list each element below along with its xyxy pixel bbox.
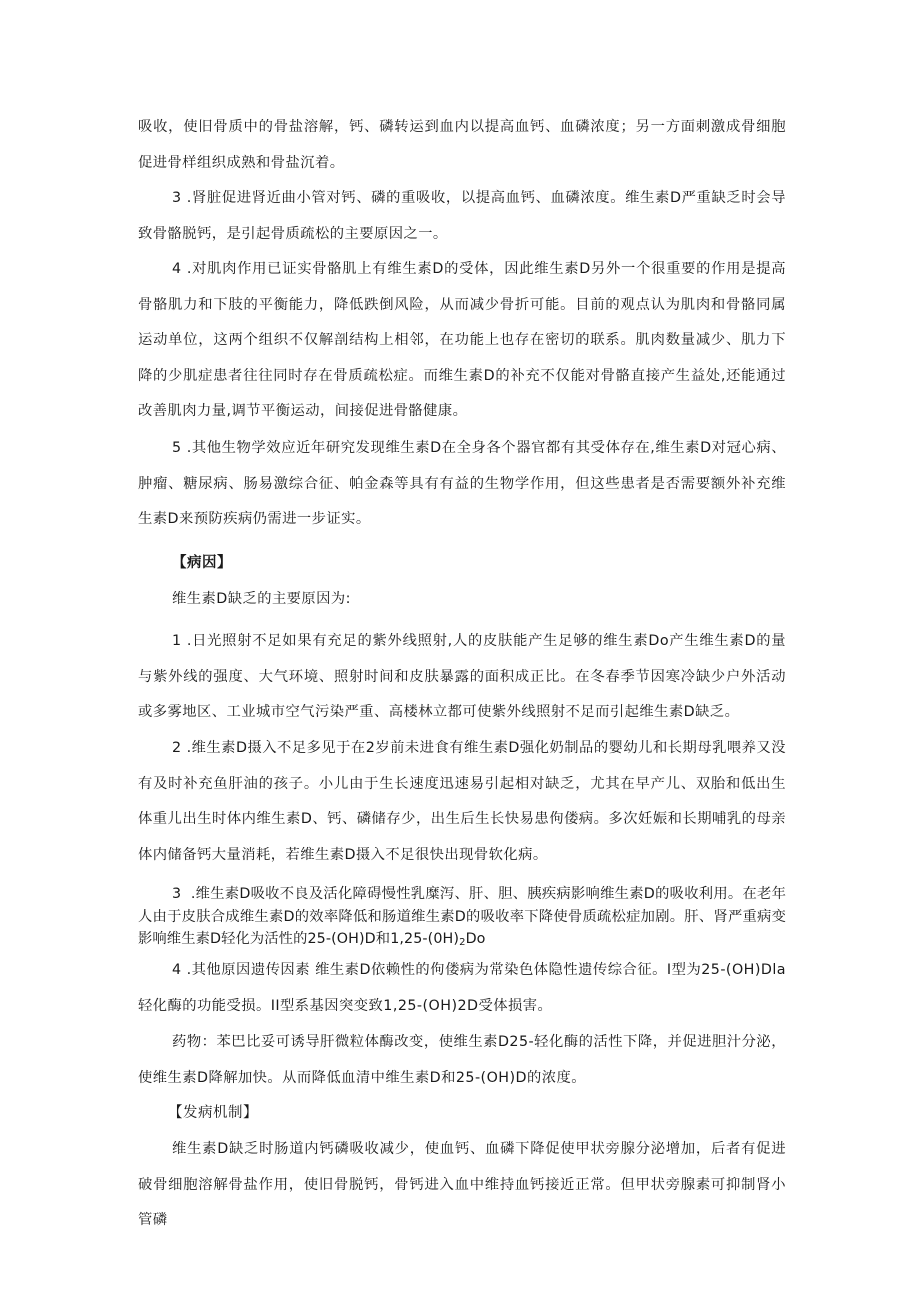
section-heading-etiology: 【病因】 — [172, 555, 232, 571]
paragraph-drugs: 药物：苯巴比妥可诱导肝微粒体酶改变，使维生素D25-轻化酶的活性下降，并促进胆汁分泌，使维生素D降解加快。从而降低血清中维生素D和25-(OH)D的浓度。 — [138, 1034, 786, 1086]
absorption-text: 3 .维生素D吸收不良及活化障碍慢性乳糜泻、肝、胆、胰疾病影响维生素D的吸收利用。在老年人由于皮肤合成维生素D的效率降低和肠道维生素D的吸收率下降使骨质疏松症加剧。肝、肾严重病变影响维生素D轻化为活性的25-(OH)D和1,25-(0H) — [138, 886, 786, 947]
paragraph-other-effects: 5 .其他生物学效应近年研究发现维生素D在全身各个器官都有其受体存在,维生素D对冠心病、肿瘤、糖尿病、肠易激综合征、帕金森等具有有益的生物学作用，但这些患者是否需要额外补充维生素D来预防疾病仍需进一步证实。 — [138, 440, 786, 527]
paragraph-pathogenesis: 维生素D缺乏时肠道内钙磷吸收减少，使血钙、血磷下降促使甲状旁腺分泌增加，后者有促进破骨细胞溶解骨盐作用，使旧骨脱钙，骨钙进入血中维持血钙接近正常。但甲状旁腺素可抑制肾小管磷 — [138, 1141, 786, 1228]
paragraph-kidney: 3 .肾脏促进肾近曲小管对钙、磷的重吸收，以提高血钙、血磷浓度。维生素D严重缺乏时会导致骨骼脱钙，是引起骨质疏松的主要原因之一。 — [138, 190, 786, 242]
paragraph-sunlight: 1 .日光照射不足如果有充足的紫外线照射,人的皮肤能产生足够的维生素Do产生维生素D的量与紫外线的强度、大气环境、照射时间和皮肤暴露的面积成正比。在冬春季节因寒冷缺少户外活动或多雾地区、工业城市空气污染严重、高楼林立都可使紫外线照射不足而引起维生素D缺乏。 — [138, 633, 786, 720]
paragraph-etiology-intro: 维生素D缺乏的主要原因为: — [172, 591, 351, 607]
absorption-subscript: 2 — [459, 937, 466, 948]
paragraph-genetics: 4 .其他原因遗传因素 维生素D依赖性的佝偻病为常染色体隐性遗传综合征。I型为25-(OH)Dla轻化酶的功能受损。II型系基因突变致1,25-(OH)2D受体损害。 — [138, 962, 786, 1014]
paragraph-muscle: 4 .对肌肉作用已证实骨骼肌上有维生素D的受体，因此维生素D另外一个很重要的作用是提高骨骼肌力和下肢的平衡能力，降低跌倒风险，从而减少骨折可能。目前的观点认为肌肉和骨骼同属运动单位，这两个组织不仅解剖结构上相邻，在功能上也存在密切的联系。肌肉数量减少、肌力下降的少肌症患者往往同时存在骨质疏松症。而维生素D的补充不仅能对骨骼直接产生益处,还能通过改善肌肉力量,调节平衡运动，间接促进骨骼健康。 — [138, 261, 786, 419]
section-heading-pathogenesis: 【发病机制】 — [168, 1105, 258, 1121]
paragraph-intake: 2 .维生素D摄入不足多见于在2岁前未进食有维生素D强化奶制品的婴幼儿和长期母乳喂养又没有及时补充鱼肝油的孩子。小儿由于生长速度迅速易引起相对缺乏，尤其在早产儿、双胎和低出生体重儿出生时体内维生素D、钙、磷储存少，出生后生长快易患佝偻病。多次妊娠和长期哺乳的母亲体内储备钙大量消耗，若维生素D摄入不足很快出现骨软化病。 — [138, 740, 786, 863]
paragraph-bone-resorption: 吸收，使旧骨质中的骨盐溶解，钙、磷转运到血内以提高血钙、血磷浓度；另一方面刺激成骨细胞促进骨样组织成熟和骨盐沉着。 — [138, 119, 786, 171]
absorption-text-end: Do — [465, 931, 486, 947]
paragraph-absorption — [138, 883, 786, 955]
